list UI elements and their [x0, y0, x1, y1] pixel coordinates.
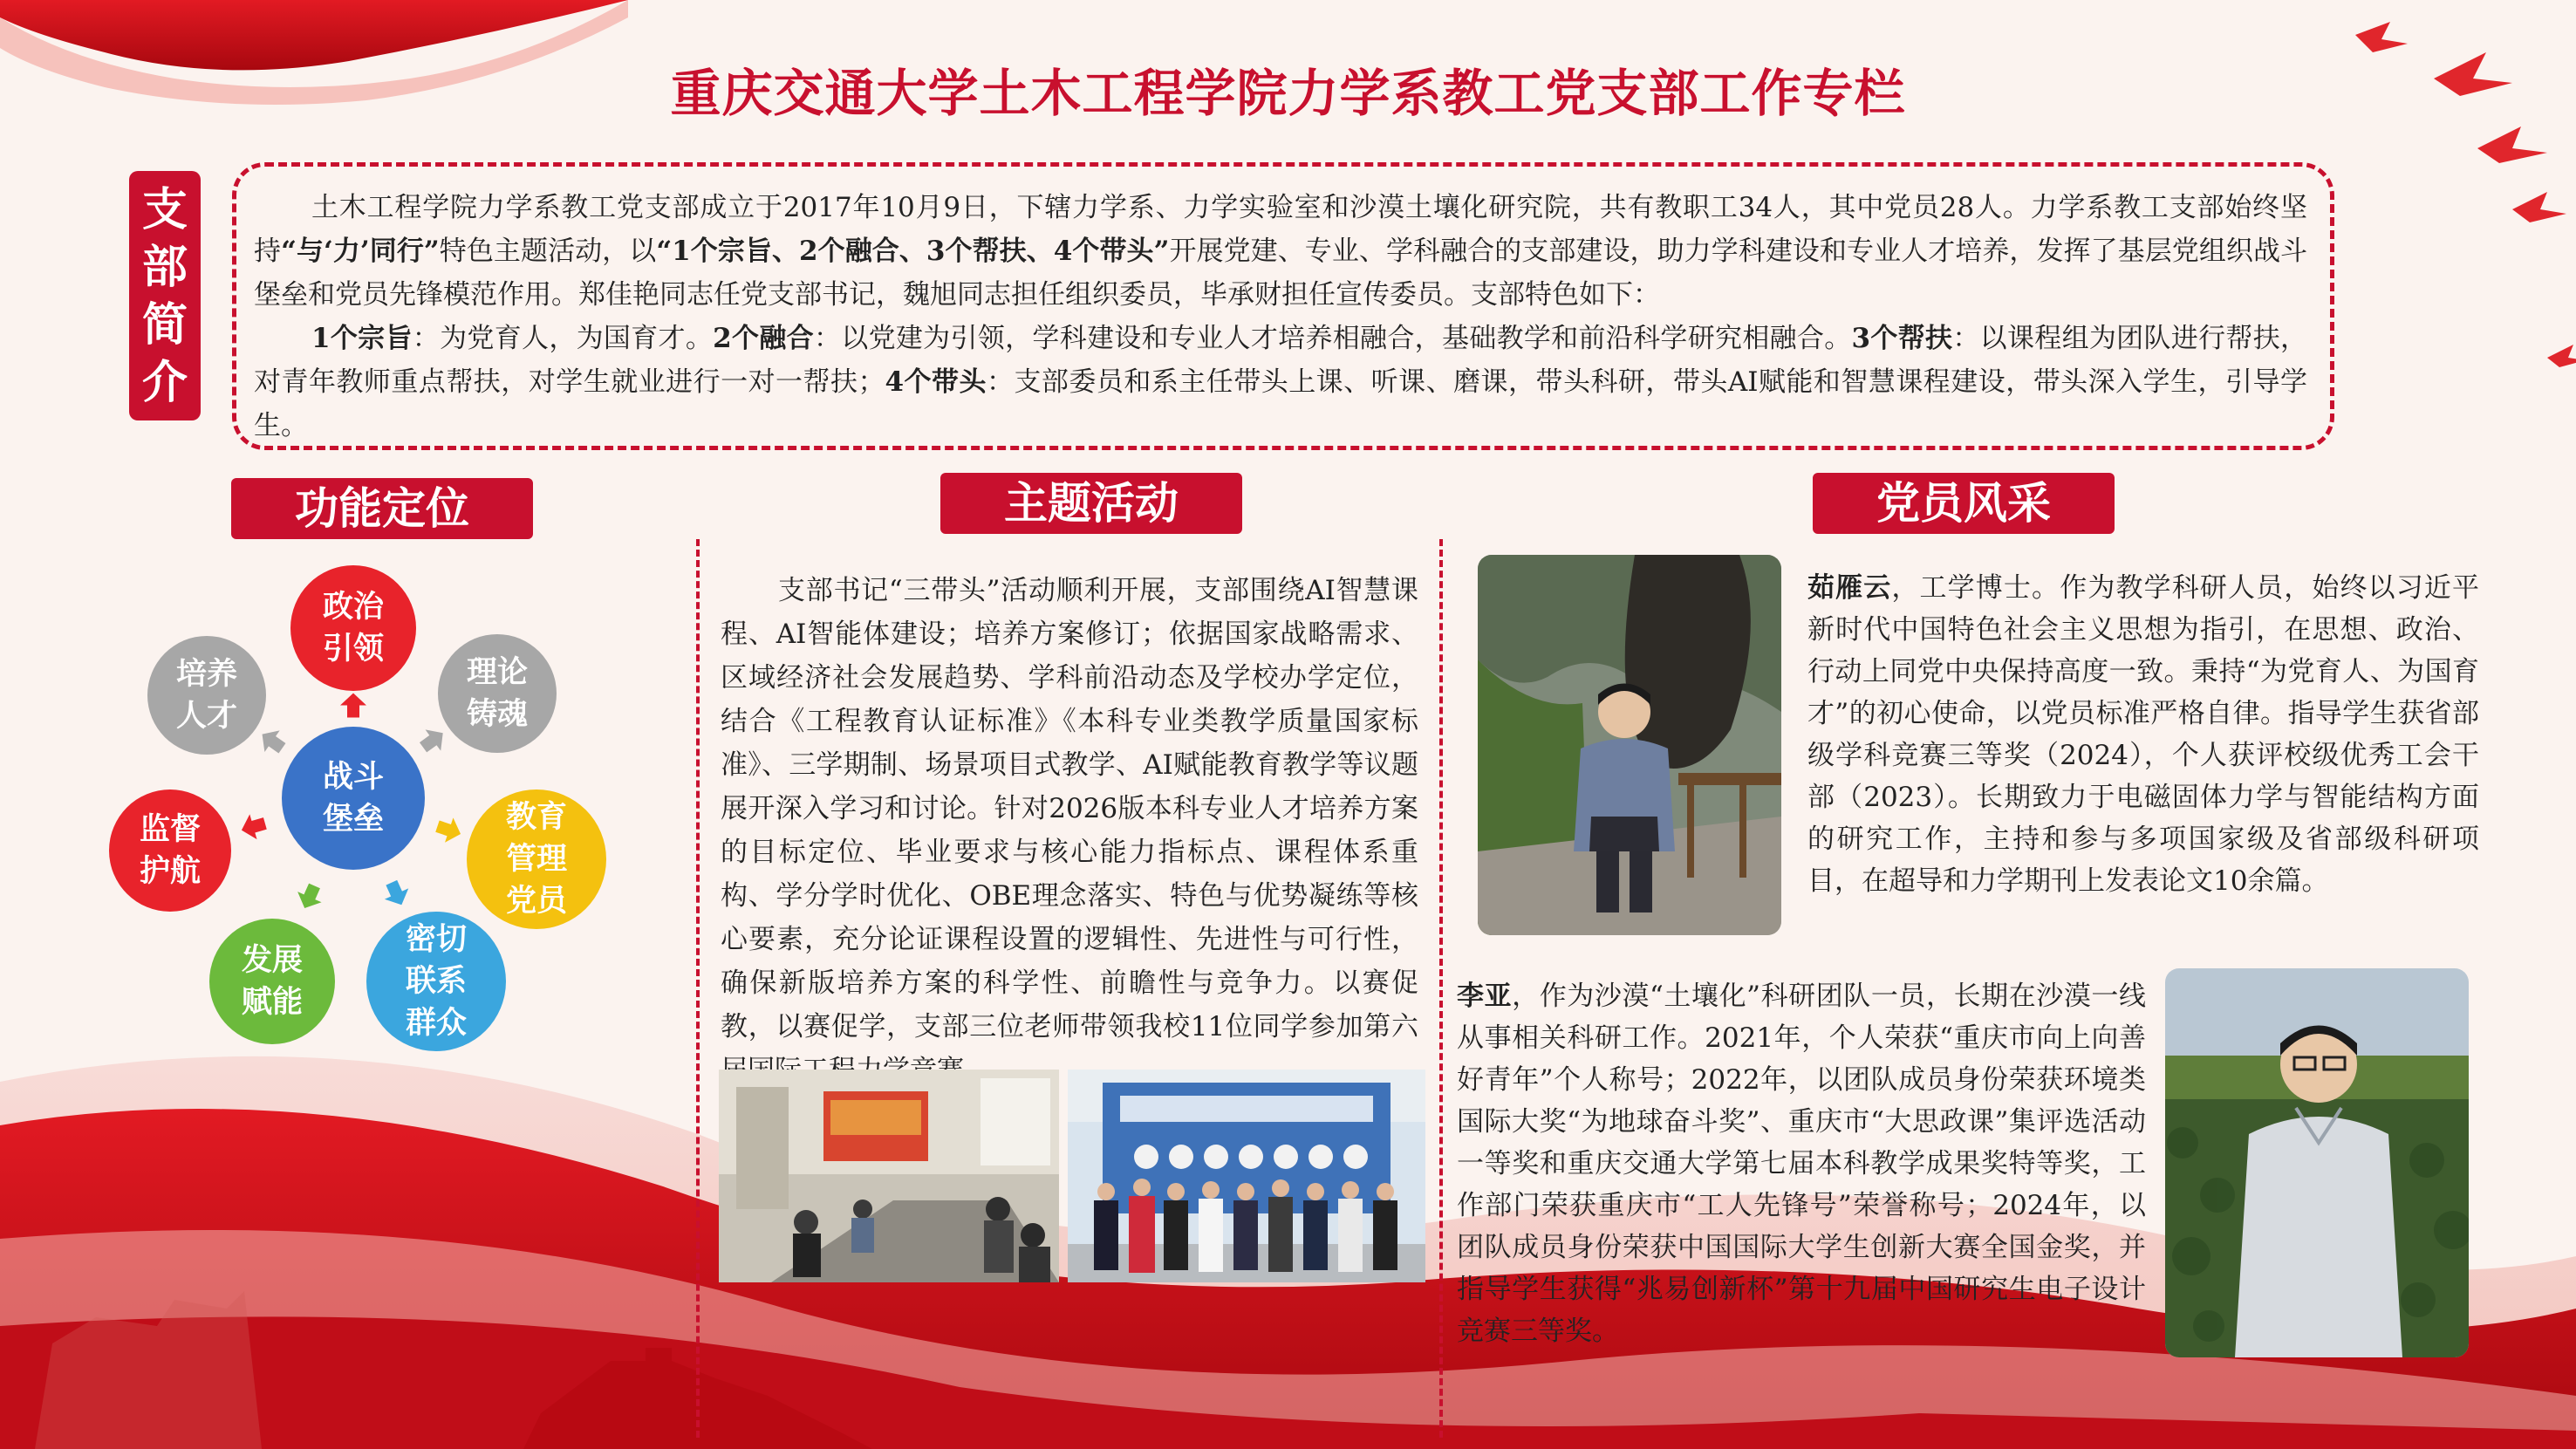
member-description: ，作为沙漠“土壤化”科研团队一员，长期在沙漠一线从事相关科研工作。2021年，个人荣获“重庆市向上向善好青年”个人称号；2022年，以团队成员身份荣获环境类国际大奖“为地球奋斗奖”、重庆市“大思政课”集评选活动一等奖和重庆交通大学第七届本科教学成果奖特等奖，工作部门荣获重庆市“工人先锋号”荣誉称号；2024年，以团队成员身份荣获中国国际大学生创新大赛全国金奖，并指导学生获得“兆易创新杯”第十九届中国研究生电子设计竞赛三等奖。 [1457, 981, 2147, 1347]
bubble-line: 铸魂 [466, 697, 528, 732]
member-description: ，工学博士。作为教学科研人员，始终以习近平新时代中国特色社会主义思想为指引，在思想、政治、行动上同党中央保持高度一致。秉持“为党育人、为国育才”的初心使命，以党员标准严格自律。指导学生获省部级学科竞赛三等奖（2024），个人获评校级优秀工会干部（2023）。长期致力于电磁固体力学与智能结构方面的研究工作，主持和参与多项国家级及省部级科研项目，在超导和力学期刊上发表论文10余篇。 [1807, 572, 2480, 897]
intro-text: ：以课程组为团队进行帮扶，对青年教师重点帮扶，对学生就业进行一对一帮扶； [254, 323, 2308, 398]
bubble-line: 联系 [405, 964, 467, 999]
intro-paragraph-2 [254, 317, 2307, 448]
bubble-line: 培养 [175, 657, 237, 692]
intro-text: ：为党育人，为国育才。 [412, 323, 714, 354]
bubble-talent [147, 636, 266, 755]
theme-activity-text: 支部书记“三带头”活动顺利开展，支部围绕AI智慧课程、AI智能体建设；培养方案修订；依据国家战略需求、区域经济社会发展趋势、学科前沿动态及学校办学定位，结合《工程教育认证标准》《本科专业类教学质量国家标准》、三学期制、场景项目式教学、AI赋能教育教学等议题展开深入学习和讨论。针对2026版本科专业人才培养方案的目标定位、毕业要求与核心能力指标点、课程体系重构、学分学时优化、OBE理念落实、特色与优势凝练等核心要素，充分论证课程设置的逻辑性、先进性与可行性，确保新版培养方案的科学性、前瞻性与竞争力。以赛促教，以赛促学，支部三位老师带领我校11位同学参加第六 [721, 575, 1418, 1042]
section-title-theme: 主题活动 [940, 473, 1242, 534]
intro-paragraph-1 [254, 186, 2307, 317]
bubble-line: 人才 [175, 699, 237, 734]
bubble-line: 理论 [466, 655, 528, 690]
intro-label-char: 简 [141, 299, 188, 352]
bubble-line: 发展 [241, 943, 303, 978]
intro-bold: 1个宗旨 [311, 323, 413, 354]
bubble-line: 监督 [139, 812, 201, 847]
meeting-photo [719, 1070, 1059, 1282]
intro-bold: 2个融合 [713, 323, 814, 354]
section-title-members: 党员风采 [1813, 473, 2115, 534]
bubble-development [209, 919, 335, 1044]
bubble-line: 政治 [322, 590, 384, 625]
bubble-line: 教育 [505, 800, 567, 835]
intro-bold: “与‘力’同行” [281, 236, 440, 267]
competition-group-photo [1068, 1070, 1425, 1282]
member-name: 李亚 [1457, 981, 1513, 1012]
bubble-line: 管理 [505, 842, 567, 877]
member-intro-ru [1807, 567, 2479, 902]
intro-label-char: 介 [141, 357, 188, 409]
bubble-line: 引领 [322, 632, 384, 666]
intro-text: 土木工程学院力学系教工党支部成立于2017年10月9日，下辖力学系、力学实验室和沙漠土壤化研究院，共有教职工34人，其中党员28人。力学系教工支部始终坚持 [254, 192, 2307, 267]
bubble-line: 战斗 [322, 760, 384, 795]
member-photo-li [2165, 968, 2469, 1357]
section-title-function: 功能定位 [231, 478, 533, 539]
divider-right [1439, 539, 1443, 1438]
bubble-line: 密切 [405, 922, 467, 957]
intro-text: ：以党建为引领，学科建设和专业人才培养相融合，基础教学和前沿科学研究相融合。 [813, 323, 1852, 354]
bubble-supervision [109, 789, 231, 912]
intro-label [129, 171, 201, 420]
intro-box [232, 162, 2334, 450]
divider-left [696, 539, 700, 1438]
intro-bold: 4个带头 [885, 366, 987, 398]
intro-label-char: 支 [141, 184, 188, 236]
bubble-education [467, 789, 606, 929]
intro-text: 开展党建、专业、学科融合的支部建设，助力学科建设和专业人才培养，发挥了基层党组织战斗堡垒和党员先锋模范作用。郑佳艳同志任党支部书记，魏旭同志担任组织委员，毕承财担任宣传委员。支部特色如下： [254, 236, 2308, 311]
bubble-line: 堡垒 [322, 802, 384, 837]
member-name: 茹雁云 [1807, 572, 1892, 604]
bubble-theory [438, 634, 557, 753]
intro-text: ：支部委员和系主任带头上课、听课、磨课，带头科研，带头AI赋能和智慧课程建设，带头深入学生，引导学生。 [254, 366, 2307, 441]
bubble-masses [366, 912, 506, 1051]
center-bubble [282, 727, 425, 870]
intro-label-char: 部 [141, 242, 188, 294]
page-title: 重庆交通大学土木工程学院力学系教工党支部工作专栏 [670, 64, 1906, 123]
intro-bold: “1个宗旨、2个融合、3个帮扶、4个带头” [656, 236, 1170, 267]
member-intro-li [1457, 975, 2146, 1352]
bubble-line: 党员 [505, 884, 567, 919]
bubble-political-leadership [290, 565, 416, 691]
bubble-line: 群众 [405, 1006, 467, 1041]
bubble-line: 护航 [139, 854, 201, 889]
intro-bold: 3个帮扶 [1851, 323, 1953, 354]
bubble-line: 赋能 [241, 985, 303, 1020]
member-photo-ru [1478, 555, 1781, 935]
intro-text: 特色主题活动，以 [439, 236, 657, 267]
